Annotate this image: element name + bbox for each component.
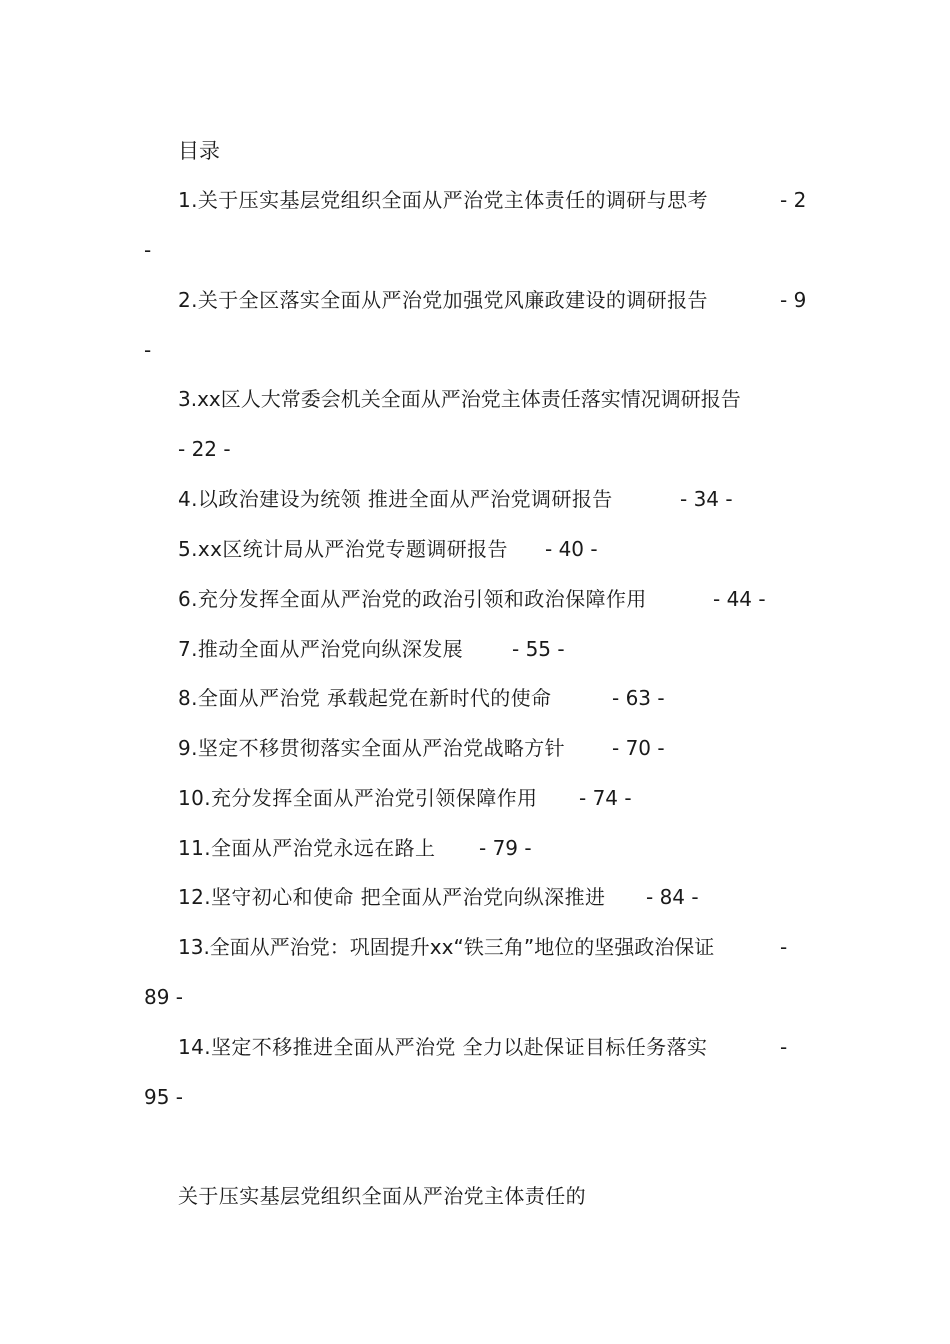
toc-entry-page: - 34 -: [680, 487, 733, 511]
toc-entry-text: 2.关于全区落实全面从严治党加强党风廉政建设的调研报告: [178, 288, 708, 312]
toc-entry-text: 14.坚定不移推进全面从严治党 全力以赴保证目标任务落实: [178, 1035, 708, 1059]
toc-entry-text: 7.推动全面从严治党向纵深发展: [178, 637, 464, 661]
toc-entry-text: 12.坚守初心和使命 把全面从严治党向纵深推进: [178, 885, 606, 909]
toc-entry-page: - 74 -: [579, 786, 632, 810]
toc-entry-page: - 44 -: [713, 587, 766, 611]
toc-entry-page: -: [780, 1035, 788, 1059]
toc-entry-page: - 55 -: [512, 637, 565, 661]
toc-entry-page-continuation: - 22 -: [178, 437, 231, 461]
toc-entry-page-continuation: 95 -: [144, 1085, 184, 1109]
toc-entry-text: 6.充分发挥全面从严治党的政治引领和政治保障作用: [178, 587, 647, 611]
toc-entry-text: 4.以政治建设为统领 推进全面从严治党调研报告: [178, 487, 613, 511]
toc-entry-text: 10.充分发挥全面从严治党引领保障作用: [178, 786, 538, 810]
toc-entry-page-continuation: 89 -: [144, 985, 184, 1009]
toc-entry-page: - 40 -: [545, 537, 598, 561]
toc-entry-text: 13.全面从严治党：巩固提升xx“铁三角”地位的坚强政治保证: [178, 935, 715, 959]
toc-entry-page: - 63 -: [612, 686, 665, 710]
section-heading: 关于压实基层党组织全面从严治党主体责任的: [178, 1184, 586, 1208]
toc-entry-text: 9.坚定不移贯彻落实全面从严治党战略方针: [178, 736, 566, 760]
toc-entry-text: 3.xx区人大常委会机关全面从严治党主体责任落实情况调研报告: [178, 387, 741, 411]
toc-entry-page: - 70 -: [612, 736, 665, 760]
toc-entry-page-continuation: -: [144, 238, 152, 262]
toc-entry-text: 8.全面从严治党 承载起党在新时代的使命: [178, 686, 552, 710]
toc-entry-text: 5.xx区统计局从严治党专题调研报告: [178, 537, 508, 561]
toc-entry-page-continuation: -: [144, 338, 152, 362]
toc-entry-page: - 2: [780, 188, 807, 212]
toc-entry-page: -: [780, 935, 788, 959]
toc-entry-page: - 9: [780, 288, 807, 312]
toc-title: 目录: [178, 139, 220, 163]
toc-entry-page: - 79 -: [479, 836, 532, 860]
toc-entry-page: - 84 -: [646, 885, 699, 909]
toc-entry-text: 11.全面从严治党永远在路上: [178, 836, 436, 860]
toc-entry-text: 1.关于压实基层党组织全面从严治党主体责任的调研与思考: [178, 188, 708, 212]
